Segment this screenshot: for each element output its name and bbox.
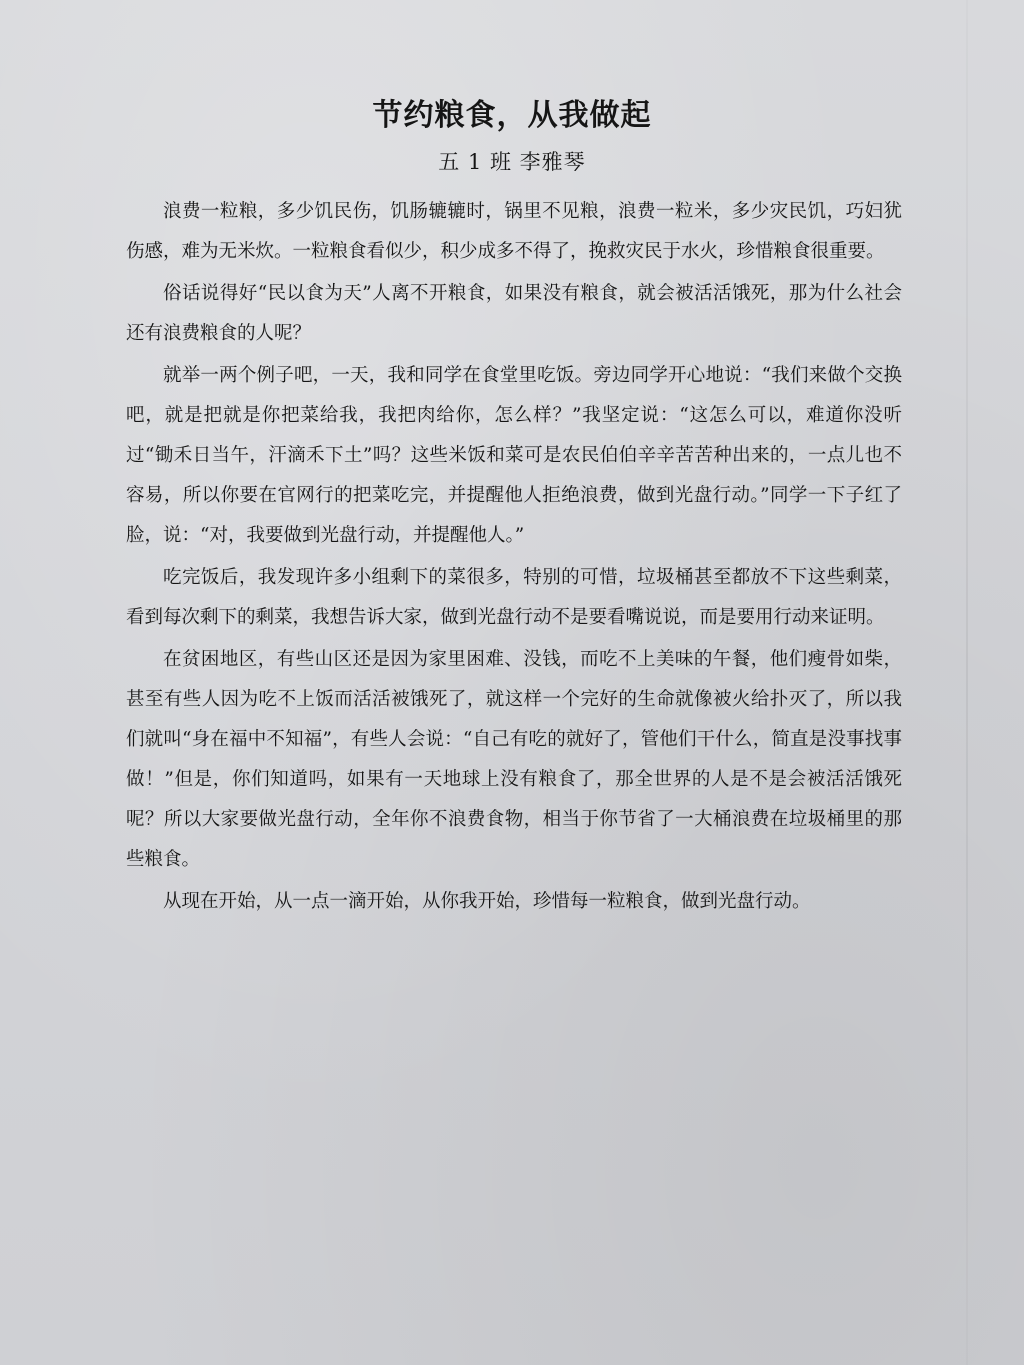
paragraph-4: 吃完饭后，我发现许多小组剩下的菜很多，特别的可惜，垃圾桶甚至都放不下这些剩菜，看到每次剩下的剩菜，我想告诉大家，做到光盘行动不是要看嘴说说，而是要用行动来证明。 — [126, 567, 902, 628]
essay-body — [126, 192, 902, 922]
paper-fold-shadow — [966, 0, 968, 1365]
essay-title: 节约粮食，从我做起 — [372, 98, 652, 133]
essay-author: 五 1 班 李雅琴 — [438, 150, 586, 174]
paragraph-2: 俗话说得好“民以食为天”人离不开粮食，如果没有粮食，就会被活活饿死，那为什么社会还有浪费粮食的人呢？ — [126, 283, 902, 344]
paragraph-3: 就举一两个例子吧，一天，我和同学在食堂里吃饭。旁边同学开心地说：“我们来做个交换吧，就是把就是你把菜给我，我把肉给你，怎么样？”我坚定说：“这怎么可以，难道你没听过“锄禾日当午，汗滴禾下土”吗？这些米饭和菜可是农民伯伯辛辛苦苦种出来的，一点儿也不容易，所以你要在官网行的把菜吃完，并提醒他人拒绝浪费，做到光盘行动。”同学一下子红了脸，说：“对，我要做到光盘行动，并提醒他人。” — [126, 365, 902, 546]
paragraph-1: 浪费一粒粮，多少饥民伤，饥肠辘辘时，锅里不见粮，浪费一粒米，多少灾民饥，巧妇犹伤感，难为无米炊。一粒粮食看似少，积少成多不得了，挽救灾民于水火，珍惜粮食很重要。 — [126, 201, 902, 262]
paragraph-5: 在贫困地区，有些山区还是因为家里困难、没钱，而吃不上美味的午餐，他们瘦骨如柴，甚至有些人因为吃不上饭而活活被饿死了，就这样一个完好的生命就像被火给扑灭了，所以我们就叫“身在福中不知福”，有些人会说：“自己有吃的就好了，管他们干什么，简直是没事找事做！”但是，你们知道吗，如果有一天地球上没有粮食了，那全世界的人是不是会被活活饿死呢？所以大家要做光盘行动，全年你不浪费食物，相当于你节省了一大桶浪费在垃圾桶里的那些粮食。 — [126, 649, 902, 870]
paragraph-6: 从现在开始，从一点一滴开始，从你我开始，珍惜每一粒粮食，做到光盘行动。 — [163, 891, 811, 912]
